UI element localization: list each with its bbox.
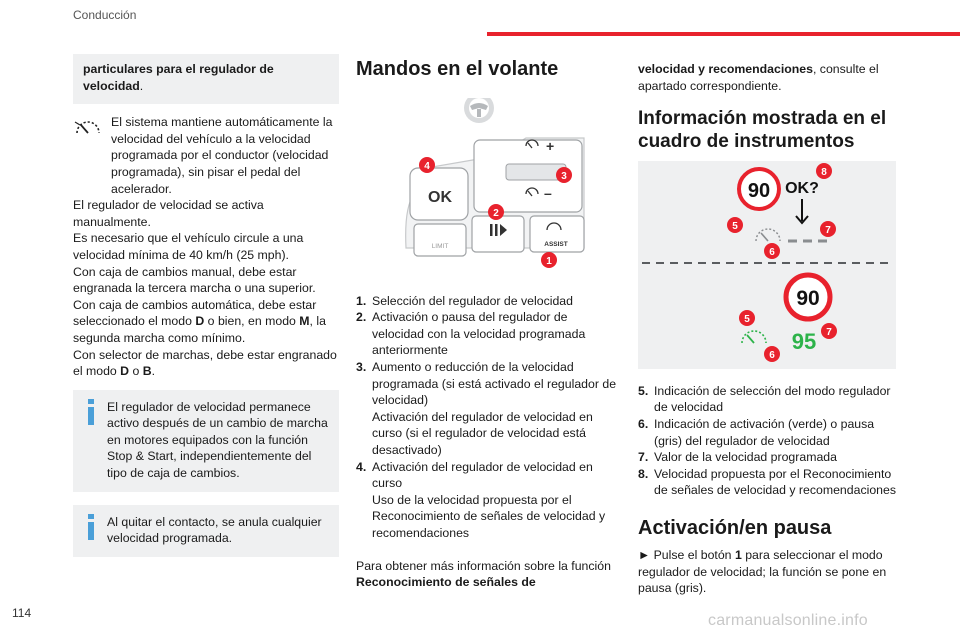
note-box: particulares para el regulador de velocidad.: [73, 54, 339, 104]
more-info-text: Para obtener más información sobre la función Reconocimiento de señales de: [356, 558, 611, 590]
section-title-steering: Mandos en el volante: [356, 58, 559, 80]
info-icon: [87, 399, 95, 425]
svg-text:5: 5: [744, 314, 750, 326]
speed-sign-bottom: 90: [796, 287, 820, 311]
section-title-cluster: Información mostrada en el cuadro de instrumentos: [638, 108, 887, 153]
speedometer-icon: [73, 116, 103, 138]
column-left: [73, 54, 339, 557]
list-item: 8. Velocidad propuesta por el Reconocimiento de señales de velocidad y recomendaciones: [638, 466, 896, 498]
svg-text:3: 3: [561, 171, 567, 182]
continued-text: velocidad y recomendaciones, consulte el apartado correspondiente.: [638, 62, 879, 93]
callout-7b: [821, 323, 837, 339]
info-box-stop-start: El regulador de velocidad permanece activo después de un cambio de marcha en motores equipados con la función Stop & Start, independientemente del tipo de caja de cambios.: [73, 390, 339, 492]
manual-gearbox-note: Con caja de cambios manual, debe estar engranada la tercera marcha o una superior.: [73, 264, 316, 296]
cruise-description: El sistema mantiene automáticamente la velocidad del vehículo a la velocidad programada por el conductor (velocidad programada), sin pisar el pedal del acelerador.: [73, 114, 339, 197]
callout-8: [816, 163, 832, 179]
svg-text:4: 4: [424, 161, 430, 172]
callout-1: [541, 252, 557, 268]
gear-selector-note: Con selector de marchas, debe estar engranado el modo D o B.: [73, 347, 337, 379]
callout-3: [556, 167, 572, 183]
callout-5b: [739, 310, 755, 326]
callout-6: [764, 243, 780, 259]
watermark: carmanualsonline.info: [708, 612, 868, 629]
ok-label: OK: [428, 189, 452, 206]
svg-text:8: 8: [821, 167, 827, 179]
svg-text:6: 6: [769, 247, 775, 259]
automatic-gearbox-note: Con caja de cambios automática, debe estar seleccionado el modo D o bien, en modo M, la segunda marcha como mínimo.: [73, 297, 326, 345]
steering-controls-list: [356, 293, 620, 542]
svg-text:1: 1: [546, 256, 552, 267]
activation-note: El regulador de velocidad se activa manualmente.: [73, 198, 264, 229]
section-header: Conducción: [73, 8, 137, 22]
speed-sign-top: 90: [747, 180, 771, 203]
cluster-info-list: [638, 383, 900, 499]
svg-text:–: –: [544, 185, 552, 201]
activation-step: ► Pulse el botón 1 para seleccionar el modo regulador de velocidad; la función se pone en pausa (gris).: [638, 547, 887, 596]
svg-text:2: 2: [493, 208, 499, 219]
callout-5: [727, 217, 743, 233]
page-number: 114: [12, 606, 32, 620]
programmed-speed-value: 95: [791, 329, 817, 355]
list-item: 4. Activación del regulador de velocidad en curso Uso de la velocidad propuesta por el Reconocimiento de señales de velocidad y recomendaciones: [356, 459, 606, 540]
column-right: [638, 54, 900, 597]
list-item: 7. Valor de la velocidad programada: [638, 450, 837, 465]
steering-wheel-icon: [464, 98, 494, 123]
svg-text:5: 5: [732, 221, 738, 233]
callout-2: [488, 204, 504, 220]
svg-text:7: 7: [826, 327, 832, 339]
instrument-cluster-figure: [638, 161, 896, 369]
column-middle: [356, 54, 620, 591]
list-item: 5. Indicación de selección del modo regulador de velocidad: [638, 383, 891, 415]
callout-4: [419, 157, 435, 173]
svg-text:LIMIT: LIMIT: [431, 243, 449, 250]
info-box-ignition: Al quitar el contacto, se anula cualquier velocidad programada.: [73, 505, 339, 557]
note-box-text: particulares para el regulador de velocidad: [83, 62, 274, 93]
min-speed-note: Es necesario que el vehículo circule a una velocidad mínima de 40 km/h (25 mph).: [73, 231, 304, 262]
header-accent-bar: [487, 32, 960, 36]
svg-text:+: +: [546, 138, 555, 154]
steering-wheel-controls-figure: [356, 98, 620, 273]
callout-6b: [764, 346, 780, 362]
svg-text:ASSIST: ASSIST: [544, 241, 568, 248]
list-item: 6. Indicación de activación (verde) o pausa (gris) del regulador de velocidad: [638, 416, 875, 448]
list-item: 2. Activación o pausa del regulador de velocidad con la velocidad programada anteriormente: [356, 310, 586, 358]
svg-text:6: 6: [769, 350, 775, 362]
list-item: 3. Aumento o reducción de la velocidad programada (si está activado el regulador de velocidad) Activación del regulador de velocidad en curso (si el regulador de velocidad está desactivado): [356, 359, 617, 457]
list-item: 1. Selección del regulador de velocidad: [356, 293, 573, 308]
section-title-activation: Activación/en pausa: [638, 516, 832, 539]
callout-7: [820, 221, 836, 237]
info-icon: [87, 514, 95, 540]
svg-text:OK?: OK?: [785, 180, 819, 198]
svg-text:7: 7: [825, 225, 831, 237]
